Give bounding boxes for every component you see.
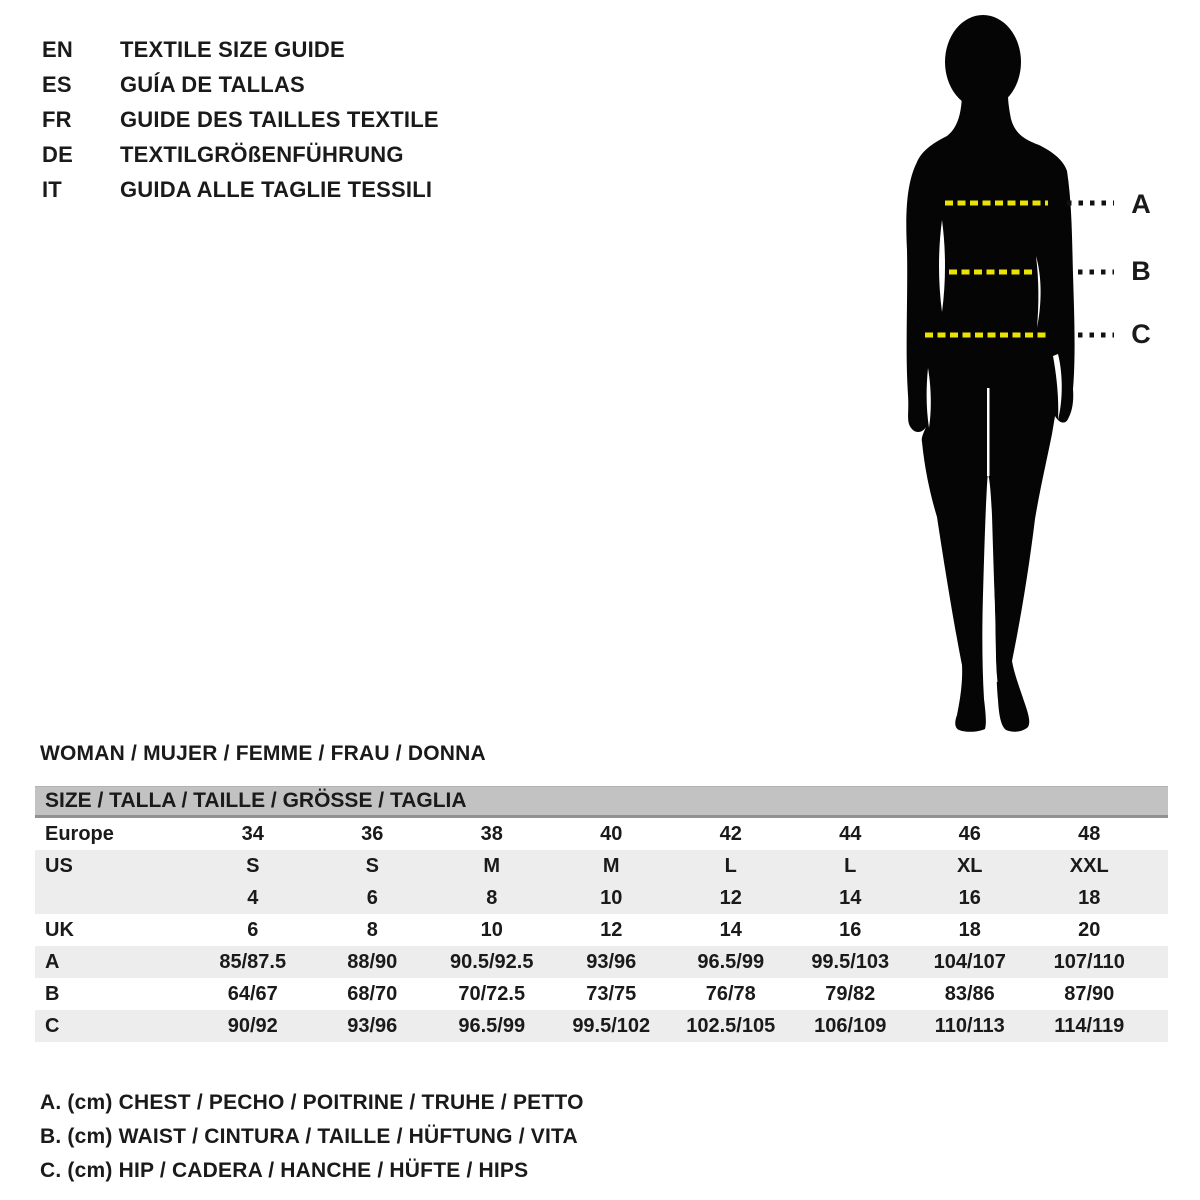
language-code: EN (42, 36, 73, 62)
size-cell: 93/96 (347, 1014, 398, 1037)
size-cell: 64/67 (227, 982, 278, 1005)
size-cell: S (246, 854, 260, 877)
table-row-chest (35, 946, 1168, 978)
size-cell: 85/87.5 (219, 950, 287, 973)
legend-item-waist: B. (cm) WAIST / CINTURA / TAILLE / HÜFTUNG / VITA (40, 1125, 578, 1148)
woman-silhouette-figure (895, 10, 1175, 738)
table-row-hip (35, 1010, 1168, 1042)
language-row (42, 67, 439, 102)
size-cell: L (724, 854, 737, 877)
size-cell: 90.5/92.5 (450, 950, 534, 973)
size-cell: 88/90 (347, 950, 398, 973)
size-cell: 8 (486, 886, 498, 909)
size-cell: 10 (480, 918, 503, 941)
size-cell: 73/75 (586, 982, 637, 1005)
size-cell: 38 (480, 822, 503, 845)
table-row-uk (35, 914, 1168, 946)
size-table-header: SIZE / TALLA / TAILLE / GRÖSSE / TAGLIA (35, 786, 1168, 818)
row-label: US (45, 854, 73, 877)
language-list (42, 32, 439, 207)
size-cell: 70/72.5 (458, 982, 526, 1005)
language-row (42, 102, 439, 137)
silhouette-head (945, 15, 1021, 109)
size-cell: 10 (600, 886, 623, 909)
table-row-waist (35, 978, 1168, 1010)
size-table (35, 786, 1168, 1042)
size-cell: 12 (600, 918, 623, 941)
size-cell: 83/86 (944, 982, 995, 1005)
marker-label-c: C (1131, 319, 1151, 349)
table-row-europe (35, 818, 1168, 850)
size-cell: 4 (247, 886, 259, 909)
measurement-legend (40, 1086, 584, 1188)
language-title: TEXTILE SIZE GUIDE (120, 36, 345, 62)
size-cell: 68/70 (347, 982, 398, 1005)
language-code: IT (42, 176, 62, 202)
size-cell: 99.5/102 (572, 1014, 651, 1037)
size-cell: 93/96 (586, 950, 637, 973)
size-cell: 42 (719, 822, 742, 845)
size-cell: 96.5/99 (458, 1014, 526, 1037)
row-label: A (45, 950, 60, 973)
size-cell: 36 (361, 822, 384, 845)
size-cell: 16 (958, 886, 981, 909)
size-cell: 18 (1078, 886, 1101, 909)
size-cell: 16 (839, 918, 862, 941)
language-row (42, 32, 439, 67)
size-cell: 48 (1078, 822, 1101, 845)
size-cell: 96.5/99 (697, 950, 765, 973)
size-cell: M (483, 854, 501, 877)
size-cell: M (602, 854, 620, 877)
size-cell: 110/113 (934, 1014, 1005, 1037)
size-cell: 34 (241, 822, 264, 845)
size-cell: S (365, 854, 379, 877)
language-title: TEXTILGRÖßENFÜHRUNG (120, 141, 404, 167)
language-code: FR (42, 106, 72, 132)
size-cell: 14 (719, 918, 742, 941)
thigh-gap (987, 388, 990, 476)
language-title: GUIDE DES TAILLES TEXTILE (120, 106, 439, 132)
row-label: Europe (45, 822, 114, 845)
legend-item-hip: C. (cm) HIP / CADERA / HANCHE / HÜFTE / HIPS (40, 1159, 529, 1182)
size-cell: 76/78 (705, 982, 756, 1005)
row-label: UK (45, 918, 74, 941)
silhouette-body (906, 95, 1074, 732)
size-cell: XXL (1069, 854, 1109, 877)
size-cell: 6 (247, 918, 259, 941)
size-cell: 90/92 (227, 1014, 278, 1037)
size-cell: L (844, 854, 857, 877)
size-cell: 12 (719, 886, 742, 909)
size-cell: 14 (839, 886, 862, 909)
marker-label-a: A (1131, 189, 1151, 219)
marker-label-b: B (1131, 256, 1151, 286)
size-cell: 87/90 (1064, 982, 1115, 1005)
size-cell: 99.5/103 (811, 950, 890, 973)
size-cell: 79/82 (825, 982, 876, 1005)
table-row-us-numeric (35, 882, 1168, 914)
section-title-woman: WOMAN / MUJER / FEMME / FRAU / DONNA (40, 742, 486, 765)
language-code: ES (42, 71, 72, 97)
row-label: C (45, 1014, 60, 1037)
size-cell: 20 (1078, 918, 1101, 941)
size-cell: XL (956, 854, 983, 877)
size-cell: 104/107 (933, 950, 1006, 973)
size-cell: 40 (600, 822, 623, 845)
language-row (42, 137, 439, 172)
language-title: GUIDA ALLE TAGLIE TESSILI (120, 176, 433, 202)
size-cell: 102.5/105 (686, 1014, 776, 1037)
size-cell: 6 (366, 886, 378, 909)
size-cell: 106/109 (814, 1014, 887, 1037)
size-cell: 44 (839, 822, 862, 845)
legend-item-chest: A. (cm) CHEST / PECHO / POITRINE / TRUHE / PETTO (40, 1091, 584, 1114)
size-cell: 18 (958, 918, 981, 941)
language-code: DE (42, 141, 73, 167)
table-row-us (35, 850, 1168, 882)
language-title: GUÍA DE TALLAS (120, 71, 305, 97)
size-cell: 107/110 (1053, 950, 1125, 973)
language-row (42, 172, 439, 207)
size-cell: 8 (366, 918, 378, 941)
size-cell: 114/119 (1054, 1014, 1125, 1037)
row-label: B (45, 982, 60, 1005)
size-cell: 46 (958, 822, 981, 845)
